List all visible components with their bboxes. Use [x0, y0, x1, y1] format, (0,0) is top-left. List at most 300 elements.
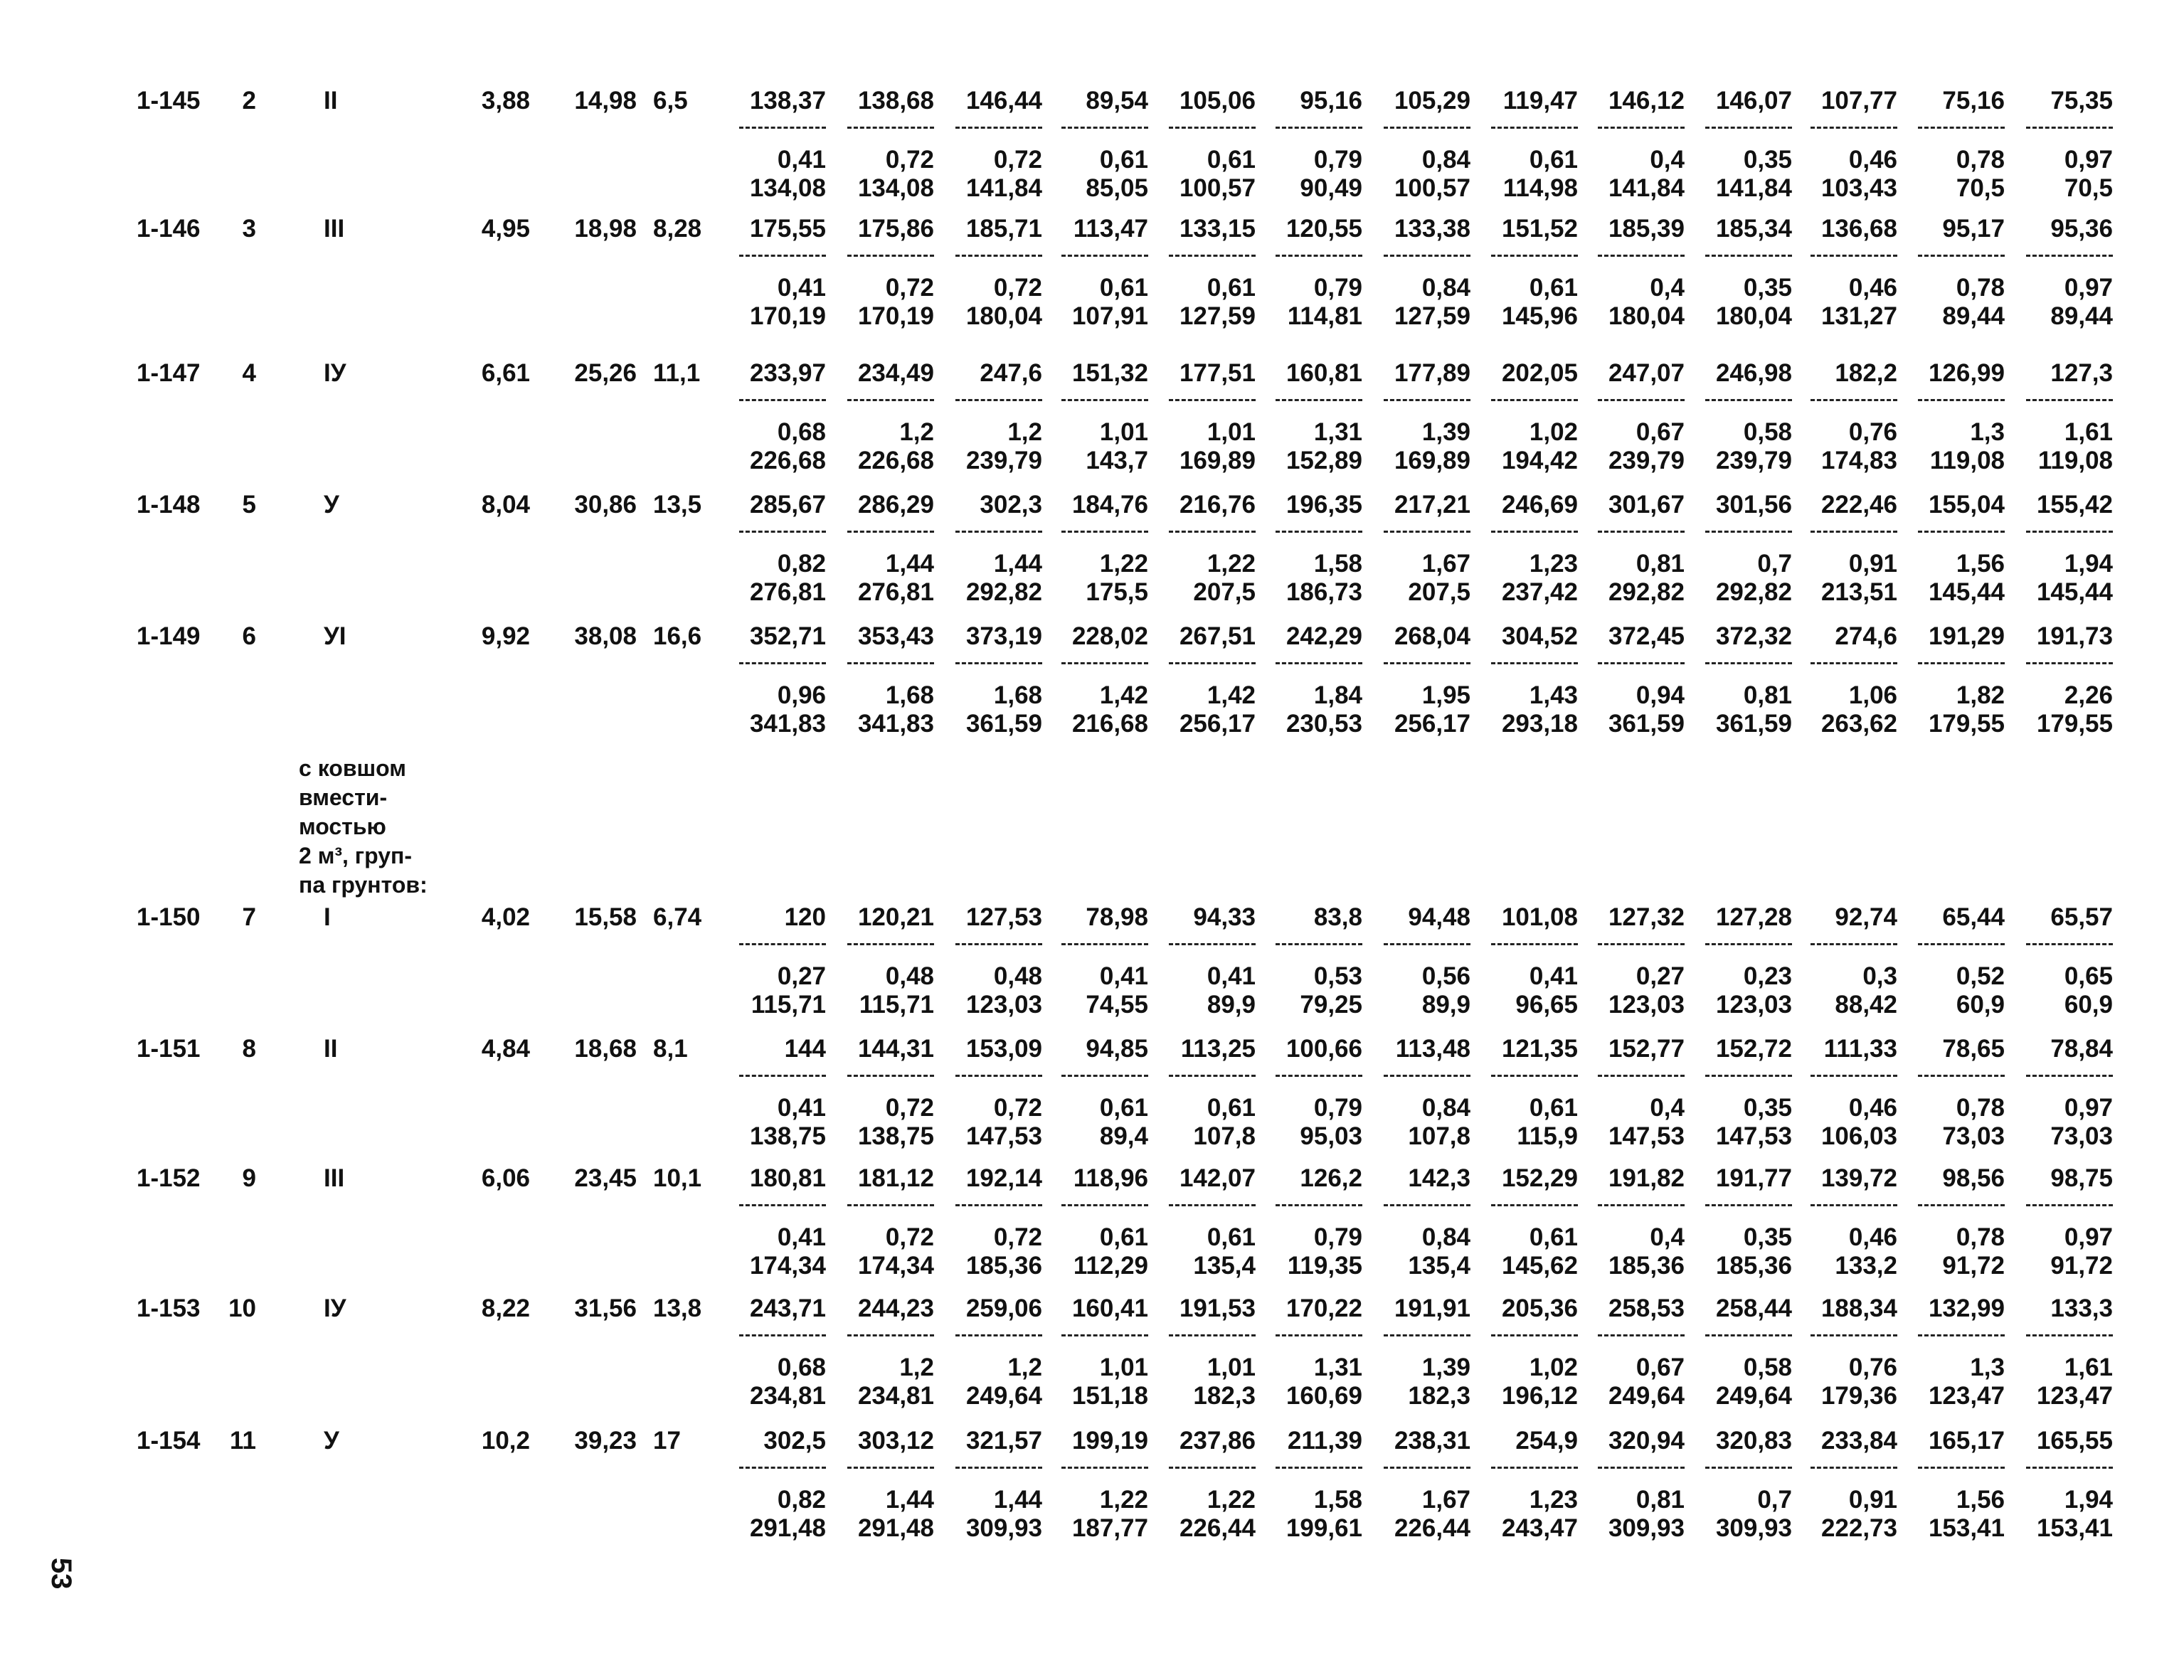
cost-total: 155,42: [2036, 491, 2113, 519]
fraction-rule: [1169, 127, 1256, 129]
cost-total: 146,12: [1608, 87, 1685, 115]
fraction-rule: [955, 399, 1042, 401]
cost-denominator: 119,08: [2037, 447, 2113, 474]
cost-total: 320,94: [1608, 1427, 1685, 1455]
cost-numerator: 1,2: [1007, 418, 1042, 446]
cost-total: 216,76: [1179, 491, 1256, 519]
cost-denominator: 207,5: [1408, 578, 1470, 606]
cost-total: 83,8: [1313, 903, 1362, 931]
cost-numerator: 1,43: [1529, 681, 1578, 709]
cost-numerator: 1,01: [1207, 418, 1256, 446]
cost-numerator: 1,58: [1313, 1486, 1362, 1514]
fraction-rule: [1598, 1467, 1685, 1469]
cost-numerator: 0,84: [1421, 1223, 1470, 1251]
fraction-rule: [847, 255, 934, 257]
cost-numerator: 0,97: [2064, 1223, 2113, 1251]
fraction-rule: [1276, 399, 1362, 401]
cost-denominator: 119,35: [1287, 1252, 1362, 1280]
cost-total: 94,85: [1086, 1035, 1148, 1063]
fraction-rule: [1061, 399, 1148, 401]
cost-numerator: 0,91: [1848, 550, 1897, 578]
cost-numerator: 0,46: [1848, 146, 1897, 174]
fraction-rule: [1061, 531, 1148, 533]
fraction-rule: [1811, 1467, 1897, 1469]
cost-total: 191,53: [1179, 1294, 1256, 1322]
soil-group: III: [324, 215, 345, 243]
cost-numerator: 0,61: [1529, 1223, 1578, 1251]
cost-total: 105,06: [1179, 87, 1256, 115]
cost-numerator: 1,44: [993, 550, 1042, 578]
cost-numerator: 0,84: [1421, 274, 1470, 302]
fraction-rule: [955, 1467, 1042, 1469]
fraction-rule: [2026, 1334, 2113, 1336]
cost-total: 254,9: [1515, 1427, 1578, 1455]
cost-numerator: 0,68: [777, 418, 826, 446]
cost-total: 120,21: [857, 903, 934, 931]
cost-total: 75,16: [1942, 87, 2005, 115]
fraction-rule: [955, 943, 1042, 945]
cost-denominator: 186,73: [1286, 578, 1362, 606]
cost-total: 196,35: [1286, 491, 1362, 519]
cost-denominator: 243,47: [1501, 1514, 1578, 1542]
fraction-rule: [955, 255, 1042, 257]
cost-numerator: 0,61: [1207, 146, 1256, 174]
cost-denominator: 107,8: [1408, 1122, 1470, 1150]
fraction-rule: [1384, 399, 1470, 401]
cost-total: 78,98: [1086, 903, 1148, 931]
fraction-rule: [2026, 255, 2113, 257]
cost-total: 191,77: [1715, 1164, 1792, 1192]
cost-total: 165,55: [2036, 1427, 2113, 1455]
cost-denominator: 123,03: [965, 991, 1042, 1019]
cost-total: 144,31: [857, 1035, 934, 1063]
cost-numerator: 0,61: [1099, 1223, 1148, 1251]
fraction-rule: [1061, 255, 1148, 257]
cost-denominator: 115,71: [859, 991, 934, 1019]
cost-total: 372,45: [1608, 622, 1685, 650]
cost-total: 152,77: [1608, 1035, 1685, 1063]
cost-total: 246,98: [1715, 359, 1792, 387]
fraction-rule: [739, 1334, 826, 1336]
cost-denominator: 174,34: [857, 1252, 934, 1280]
cost-total: 222,46: [1820, 491, 1897, 519]
fraction-rule: [1169, 1467, 1256, 1469]
cost-numerator: 0,67: [1636, 1354, 1685, 1381]
cost-total: 303,12: [857, 1427, 934, 1455]
cost-denominator: 147,53: [1608, 1122, 1685, 1150]
cost-numerator: 0,7: [1757, 550, 1792, 578]
cost-total: 127,32: [1608, 903, 1685, 931]
cost-numerator: 1,31: [1313, 1354, 1362, 1381]
cost-denominator: 293,18: [1501, 710, 1578, 738]
cost-denominator: 216,68: [1071, 710, 1148, 738]
cost-numerator: 0,61: [1529, 274, 1578, 302]
fraction-rule: [1705, 127, 1792, 129]
cost-numerator: 1,2: [899, 1354, 934, 1381]
fraction-rule: [847, 1467, 934, 1469]
cost-numerator: 1,39: [1421, 1354, 1470, 1381]
row-number: 2: [242, 87, 256, 115]
cost-total: 372,32: [1715, 622, 1792, 650]
row-code: 1-150: [137, 903, 201, 931]
cost-denominator: 226,44: [1394, 1514, 1470, 1542]
cost-denominator: 89,9: [1421, 991, 1470, 1019]
soil-group: I: [324, 903, 331, 931]
cost-numerator: 0,81: [1636, 550, 1685, 578]
soil-group: III: [324, 1164, 345, 1192]
cost-denominator: 234,81: [857, 1382, 934, 1410]
fraction-rule: [1061, 943, 1148, 945]
fraction-rule: [1061, 1204, 1148, 1206]
cost-numerator: 0,41: [777, 146, 826, 174]
cost-denominator: 187,77: [1071, 1514, 1148, 1542]
cost-denominator: 292,82: [965, 578, 1042, 606]
fraction-rule: [739, 1204, 826, 1206]
cost-denominator: 309,93: [965, 1514, 1042, 1542]
row-number: 8: [242, 1035, 256, 1063]
cost-total: 155,04: [1928, 491, 2005, 519]
cost-total: 304,52: [1501, 622, 1578, 650]
fraction-rule: [1491, 1075, 1578, 1077]
fraction-rule: [1705, 1334, 1792, 1336]
fraction-rule: [1276, 662, 1362, 664]
fraction-rule: [1918, 1334, 2005, 1336]
cost-numerator: 0,61: [1207, 274, 1256, 302]
fraction-rule: [1918, 1204, 2005, 1206]
cost-denominator: 100,57: [1179, 174, 1256, 202]
fraction-rule: [1811, 127, 1897, 129]
cost-numerator: 0,41: [777, 1094, 826, 1122]
fraction-rule: [847, 399, 934, 401]
cost-denominator: 292,82: [1608, 578, 1685, 606]
fraction-rule: [847, 127, 934, 129]
param-b: 14,98: [574, 87, 637, 115]
cost-numerator: 0,58: [1743, 1354, 1792, 1381]
cost-total: 101,08: [1501, 903, 1578, 931]
cost-total: 119,47: [1502, 87, 1578, 115]
cost-denominator: 112,29: [1073, 1252, 1148, 1280]
fraction-rule: [955, 531, 1042, 533]
cost-total: 233,97: [749, 359, 826, 387]
fraction-rule: [1918, 399, 2005, 401]
cost-total: 89,54: [1086, 87, 1148, 115]
fraction-rule: [2026, 1075, 2113, 1077]
cost-numerator: 0,27: [1636, 962, 1685, 990]
cost-numerator: 0,81: [1636, 1486, 1685, 1514]
cost-denominator: 222,73: [1820, 1514, 1897, 1542]
cost-numerator: 0,52: [1956, 962, 2005, 990]
page-number: 53: [46, 1558, 77, 1590]
fraction-rule: [1705, 255, 1792, 257]
cost-numerator: 1,42: [1207, 681, 1256, 709]
cost-numerator: 0,61: [1099, 146, 1148, 174]
cost-numerator: 0,46: [1848, 1223, 1897, 1251]
fraction-rule: [1811, 1075, 1897, 1077]
row-number: 7: [242, 903, 256, 931]
param-c: 13,8: [653, 1294, 702, 1322]
cost-denominator: 153,41: [2036, 1514, 2113, 1542]
cost-total: 301,67: [1608, 491, 1685, 519]
cost-total: 139,72: [1820, 1164, 1897, 1192]
cost-denominator: 89,44: [2050, 302, 2113, 330]
cost-denominator: 309,93: [1715, 1514, 1792, 1542]
cost-numerator: 0,41: [1099, 962, 1148, 990]
cost-numerator: 0,78: [1956, 1094, 2005, 1122]
cost-denominator: 230,53: [1286, 710, 1362, 738]
param-b: 18,98: [574, 215, 637, 243]
cost-total: 153,09: [965, 1035, 1042, 1063]
cost-numerator: 1,22: [1099, 550, 1148, 578]
cost-total: 138,68: [857, 87, 934, 115]
cost-total: 244,23: [857, 1294, 934, 1322]
cost-numerator: 1,68: [885, 681, 934, 709]
cost-total: 185,71: [965, 215, 1042, 243]
cost-numerator: 1,68: [993, 681, 1042, 709]
cost-numerator: 0,41: [1207, 962, 1256, 990]
cost-denominator: 123,03: [1608, 991, 1685, 1019]
cost-denominator: 256,17: [1179, 710, 1256, 738]
fraction-rule: [1169, 662, 1256, 664]
cost-total: 127,3: [2050, 359, 2113, 387]
cost-total: 120,55: [1286, 215, 1362, 243]
cost-total: 65,57: [2050, 903, 2113, 931]
cost-numerator: 0,97: [2064, 146, 2113, 174]
cost-total: 95,17: [1942, 215, 2005, 243]
cost-numerator: 0,67: [1636, 418, 1685, 446]
cost-numerator: 1,42: [1099, 681, 1148, 709]
cost-total: 191,91: [1394, 1294, 1470, 1322]
fraction-rule: [955, 662, 1042, 664]
cost-numerator: 0,72: [993, 146, 1042, 174]
fraction-rule: [1918, 1075, 2005, 1077]
cost-numerator: 0,61: [1529, 146, 1578, 174]
cost-denominator: 170,19: [749, 302, 826, 330]
fraction-rule: [1491, 1334, 1578, 1336]
fraction-rule: [1598, 1075, 1685, 1077]
fraction-rule: [1276, 127, 1362, 129]
row-code: 1-145: [137, 87, 201, 115]
cost-numerator: 0,35: [1743, 1223, 1792, 1251]
cost-denominator: 169,89: [1394, 447, 1470, 474]
fraction-rule: [1918, 662, 2005, 664]
cost-numerator: 0,61: [1529, 1094, 1578, 1122]
cost-denominator: 145,44: [2036, 578, 2113, 606]
fraction-rule: [1491, 1467, 1578, 1469]
cost-total: 180,81: [749, 1164, 826, 1192]
cost-denominator: 207,5: [1193, 578, 1256, 606]
cost-total: 302,3: [980, 491, 1042, 519]
cost-denominator: 226,68: [749, 447, 826, 474]
soil-group: IУ: [324, 359, 346, 387]
cost-total: 113,25: [1180, 1035, 1256, 1063]
cost-total: 120: [784, 903, 826, 931]
fraction-rule: [1169, 1075, 1256, 1077]
param-c: 13,5: [653, 491, 702, 519]
cost-total: 78,65: [1942, 1035, 2005, 1063]
cost-total: 136,68: [1820, 215, 1897, 243]
cost-total: 152,29: [1501, 1164, 1578, 1192]
cost-denominator: 234,81: [749, 1382, 826, 1410]
cost-denominator: 74,55: [1086, 991, 1148, 1019]
row-number: 5: [242, 491, 256, 519]
cost-total: 111,33: [1823, 1035, 1897, 1063]
cost-total: 268,04: [1394, 622, 1470, 650]
cost-denominator: 147,53: [965, 1122, 1042, 1150]
cost-numerator: 0,78: [1956, 1223, 2005, 1251]
cost-total: 301,56: [1715, 491, 1792, 519]
cost-numerator: 1,31: [1313, 418, 1362, 446]
cost-numerator: 0,58: [1743, 418, 1792, 446]
cost-numerator: 0,81: [1743, 681, 1792, 709]
cost-numerator: 0,72: [885, 274, 934, 302]
cost-numerator: 0,35: [1743, 146, 1792, 174]
fraction-rule: [955, 1075, 1042, 1077]
cost-total: 94,48: [1408, 903, 1470, 931]
fraction-rule: [1918, 1467, 2005, 1469]
cost-numerator: 0,41: [777, 1223, 826, 1251]
cost-numerator: 1,44: [993, 1486, 1042, 1514]
cost-total: 182,2: [1835, 359, 1897, 387]
fraction-rule: [2026, 662, 2113, 664]
param-c: 17: [653, 1427, 681, 1455]
cost-denominator: 89,4: [1099, 1122, 1148, 1150]
cost-total: 160,41: [1071, 1294, 1148, 1322]
cost-denominator: 175,5: [1086, 578, 1148, 606]
cost-denominator: 226,44: [1179, 1514, 1256, 1542]
cost-denominator: 169,89: [1179, 447, 1256, 474]
cost-total: 151,52: [1501, 215, 1578, 243]
fraction-rule: [847, 662, 934, 664]
param-a: 4,84: [481, 1035, 530, 1063]
cost-denominator: 196,12: [1501, 1382, 1578, 1410]
param-b: 38,08: [574, 622, 637, 650]
cost-denominator: 263,62: [1820, 710, 1897, 738]
cost-numerator: 0,91: [1848, 1486, 1897, 1514]
cost-denominator: 141,84: [1608, 174, 1685, 202]
cost-numerator: 0,61: [1099, 1094, 1148, 1122]
fraction-rule: [1384, 1467, 1470, 1469]
cost-numerator: 1,23: [1529, 1486, 1578, 1514]
cost-total: 95,36: [2050, 215, 2113, 243]
fraction-rule: [2026, 1467, 2113, 1469]
cost-total: 133,38: [1394, 215, 1470, 243]
fraction-rule: [1061, 1075, 1148, 1077]
row-code: 1-153: [137, 1294, 201, 1322]
cost-denominator: 239,79: [1608, 447, 1685, 474]
cost-numerator: 1,22: [1207, 550, 1256, 578]
fraction-rule: [1811, 1334, 1897, 1336]
cost-denominator: 135,4: [1193, 1252, 1256, 1280]
cost-denominator: 88,42: [1835, 991, 1897, 1019]
cost-numerator: 0,94: [1636, 681, 1685, 709]
row-code: 1-148: [137, 491, 201, 519]
param-a: 8,04: [481, 491, 530, 519]
param-a: 4,95: [481, 215, 530, 243]
cost-denominator: 180,04: [1715, 302, 1792, 330]
cost-numerator: 0,41: [1529, 962, 1578, 990]
row-code: 1-152: [137, 1164, 201, 1192]
param-b: 15,58: [574, 903, 637, 931]
fraction-rule: [1061, 1467, 1148, 1469]
fraction-rule: [1918, 531, 2005, 533]
fraction-rule: [1598, 1204, 1685, 1206]
cost-total: 152,72: [1715, 1035, 1792, 1063]
cost-total: 185,34: [1715, 215, 1792, 243]
cost-numerator: 2,26: [2064, 681, 2113, 709]
cost-denominator: 361,59: [1715, 710, 1792, 738]
cost-denominator: 145,96: [1501, 302, 1578, 330]
cost-denominator: 185,36: [1715, 1252, 1792, 1280]
fraction-rule: [1918, 255, 2005, 257]
cost-numerator: 0,61: [1099, 274, 1148, 302]
cost-numerator: 0,48: [885, 962, 934, 990]
cost-denominator: 170,19: [857, 302, 934, 330]
param-a: 10,2: [481, 1427, 530, 1455]
cost-numerator: 1,22: [1099, 1486, 1148, 1514]
cost-numerator: 0,72: [993, 1094, 1042, 1122]
cost-total: 126,99: [1928, 359, 2005, 387]
cost-denominator: 239,79: [1715, 447, 1792, 474]
fraction-rule: [739, 399, 826, 401]
cost-denominator: 114,98: [1502, 174, 1578, 202]
cost-numerator: 0,23: [1743, 962, 1792, 990]
cost-total: 98,75: [2050, 1164, 2113, 1192]
cost-total: 184,76: [1071, 491, 1148, 519]
excavator-bucket-note: [299, 754, 512, 900]
cost-numerator: 0,84: [1421, 1094, 1470, 1122]
cost-denominator: 119,08: [1929, 447, 2005, 474]
cost-denominator: 89,9: [1207, 991, 1256, 1019]
row-number: 6: [242, 622, 256, 650]
soil-group: II: [324, 87, 338, 115]
fraction-rule: [955, 1334, 1042, 1336]
fraction-rule: [2026, 943, 2113, 945]
fraction-rule: [1598, 662, 1685, 664]
cost-total: 234,49: [857, 359, 934, 387]
fraction-rule: [1598, 531, 1685, 533]
param-b: 31,56: [574, 1294, 637, 1322]
cost-denominator: 179,55: [1928, 710, 2005, 738]
fraction-rule: [1384, 943, 1470, 945]
fraction-rule: [1384, 1204, 1470, 1206]
cost-total: 146,07: [1715, 87, 1792, 115]
cost-total: 181,12: [857, 1164, 934, 1192]
cost-total: 211,39: [1287, 1427, 1362, 1455]
cost-total: 133,3: [2050, 1294, 2113, 1322]
param-a: 9,92: [481, 622, 530, 650]
cost-numerator: 0,46: [1848, 274, 1897, 302]
param-c: 11,1: [653, 359, 701, 387]
cost-total: 238,31: [1394, 1427, 1470, 1455]
cost-denominator: 145,62: [1501, 1252, 1578, 1280]
cost-total: 243,71: [749, 1294, 826, 1322]
cost-denominator: 361,59: [965, 710, 1042, 738]
fraction-rule: [1918, 127, 2005, 129]
cost-total: 170,22: [1286, 1294, 1362, 1322]
cost-numerator: 0,79: [1313, 274, 1362, 302]
cost-numerator: 0,56: [1421, 962, 1470, 990]
cost-total: 98,56: [1942, 1164, 2005, 1192]
param-a: 6,61: [481, 359, 530, 387]
cost-total: 320,83: [1715, 1427, 1792, 1455]
param-c: 6,5: [653, 87, 688, 115]
cost-total: 126,2: [1300, 1164, 1362, 1192]
fraction-rule: [1169, 399, 1256, 401]
cost-denominator: 123,03: [1715, 991, 1792, 1019]
cost-numerator: 0,72: [885, 1223, 934, 1251]
cost-denominator: 138,75: [749, 1122, 826, 1150]
cost-numerator: 0,96: [777, 681, 826, 709]
